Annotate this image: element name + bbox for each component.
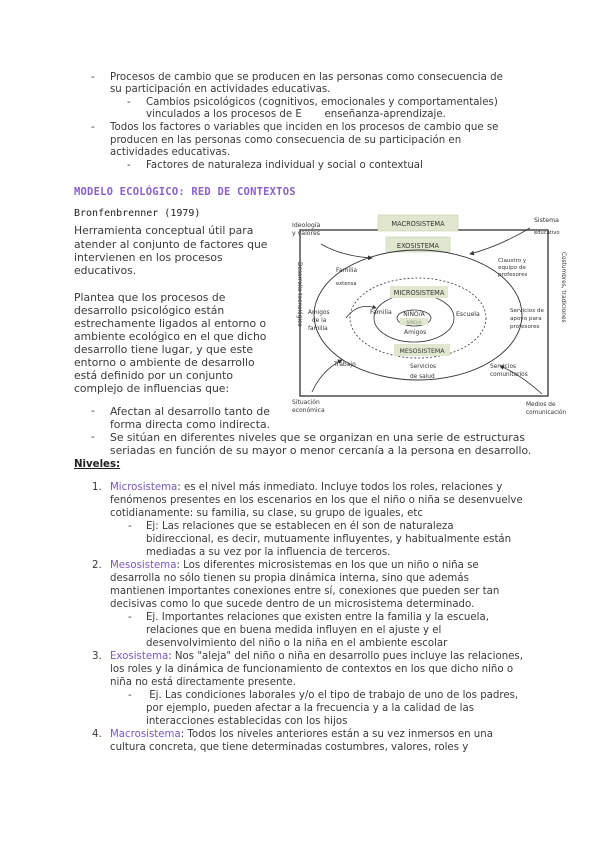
text-line xyxy=(110,651,523,664)
text-line: vinculados a los procesos de E enseñanza-aprendizaje. xyxy=(146,109,446,120)
text-line: desarrollo psicológico están xyxy=(74,304,225,317)
label-amigos-fam-2: de la xyxy=(312,318,327,324)
text-line: ambiente ecológico en el que dicho xyxy=(74,330,267,343)
niveles-heading: Niveles: xyxy=(74,459,121,470)
dash-marker: - xyxy=(91,406,95,417)
exosystem-label: EXOSISTEMA xyxy=(396,242,440,250)
label-servicios-apoyo-2: apoyo para xyxy=(510,316,542,322)
microsystem-label: MICROSISTEMA xyxy=(393,289,445,297)
label-sistema-1: Sistema xyxy=(534,217,559,224)
dash-marker: - xyxy=(128,690,132,701)
label-servicios-salud-1: Servicios xyxy=(410,364,437,370)
label-servicios-com-1: Servicios xyxy=(490,364,517,370)
text-line: forma directa como indirecta. xyxy=(110,418,270,431)
label-familia: Familia xyxy=(370,309,392,316)
text-line: Herramienta conceptual útil para xyxy=(74,224,254,237)
level-text: : Nos "aleja" del niño o niña en desarrollo pues incluye las relaciones, xyxy=(168,651,523,662)
label-situacion-2: económica xyxy=(292,407,325,414)
label-escuela: Escuela xyxy=(456,311,480,318)
text-line: bidireccional, es decir, mutuamente influyentes, y habitualmente están xyxy=(146,534,512,545)
dash-marker: - xyxy=(127,97,131,108)
arrow-ideology xyxy=(321,244,372,258)
arrow-media xyxy=(500,366,542,394)
label-amigos-fam-3: familia xyxy=(308,326,328,332)
text-line: entorno o ambiente de desarrollo xyxy=(74,356,255,369)
text-line: seriadas en función de su mayor o menor cercanía a la persona en desarrollo. xyxy=(110,444,532,457)
text-line: Ej. Importantes relaciones que existen entre la familia y la escuela, xyxy=(146,612,489,623)
text-line: desarrolla no sólo tienen su propia dinámica interna, sino que además xyxy=(110,573,469,584)
section-title: MODELO ECOLÓGICO: RED DE CONTEXTOS xyxy=(74,186,296,198)
author-line: Bronfenbrenner (1979) xyxy=(74,208,201,219)
level-number: 3. xyxy=(92,651,102,662)
text-line: actividades educativas. xyxy=(110,147,231,158)
label-amigos-fam-1: Amigos xyxy=(308,310,330,316)
text-line: desarrollo tiene lugar, y que este xyxy=(74,343,253,356)
text-line: Cambios psicológicos (cognitivos, emocionales y comportamentales) xyxy=(146,97,498,108)
dash-marker: - xyxy=(127,160,131,171)
text-line: educativos. xyxy=(74,264,137,277)
level-term: Exosistema xyxy=(110,651,169,662)
text-line: decisivas como lo que sucede dentro de un microsistema determinado. xyxy=(110,599,475,610)
label-claustro-1: Claustro y xyxy=(498,258,527,264)
level-term: Macrosistema xyxy=(110,729,181,740)
label-servicios-apoyo-1: Servicios de xyxy=(510,308,544,314)
level-number: 1. xyxy=(92,482,102,493)
level-term: Mesosistema xyxy=(110,560,177,571)
label-amigos: Amigos xyxy=(404,329,427,336)
label-costumbres: Costumbres, tradiciones xyxy=(560,252,566,323)
label-situacion-1: Situación xyxy=(292,399,320,406)
label-trabajo: Trabajo xyxy=(334,361,356,368)
text-line: Ej. Las condiciones laborales y/o el tipo de trabajo de uno de los padres, xyxy=(146,690,519,701)
text-line: mantienen importantes conexiones entre sí, conexiones que pueden ser tan xyxy=(110,586,500,597)
child-label: NIÑO/A xyxy=(403,311,425,318)
label-medios-1: Medios de xyxy=(526,402,556,408)
label-familia-ext-1: Familia xyxy=(336,267,358,274)
text-line: Plantea que los procesos de xyxy=(74,291,226,304)
text-line xyxy=(110,560,479,573)
dash-marker: - xyxy=(91,72,95,83)
dash-marker: - xyxy=(128,521,132,532)
level-number: 2. xyxy=(92,560,102,571)
label-claustro-3: profesores xyxy=(498,272,528,278)
level-number: 4. xyxy=(92,729,102,740)
label-servicios-apoyo-3: profesores xyxy=(510,324,540,330)
label-ideologia-2: y valores xyxy=(292,230,321,237)
text-line: fenómenos presentes en los escenarios en los que el niño o niña se desenvuelve xyxy=(110,495,523,506)
text-line: complejo de influencias que: xyxy=(74,382,230,395)
label-servicios-salud-2: de salud xyxy=(410,374,435,380)
text-line: los roles y la dinámica de funcionamiento de contextos en los que dicho niño o xyxy=(110,664,514,675)
level-text: : Todos los niveles anteriores están a su vez inmersos en una xyxy=(180,729,493,740)
text-line: desenvolvimiento del niño o la niña en el ambiente escolar xyxy=(146,638,448,649)
label-desarrollo-tec: Desarrollo tecnológico xyxy=(296,262,302,327)
text-line: producen en las personas como consecuencia de su participación en xyxy=(110,135,462,146)
text-line: por ejemplo, pueden afectar a la frecuencia y a la calidad de las xyxy=(146,703,475,714)
arrow-system xyxy=(470,228,530,254)
text-line: su participación en actividades educativas. xyxy=(110,84,331,95)
text-line: niña no está directamente presente. xyxy=(110,677,296,688)
text-line: Procesos de cambio que se producen en las personas como consecuencia de xyxy=(110,72,503,83)
label-familia-ext-2: extensa xyxy=(336,281,357,287)
level-text: : es el nivel más inmediato. Incluye todos los roles, relaciones y xyxy=(177,482,503,493)
text-line: Todos los factores o variables que inciden en los procesos de cambio que se xyxy=(110,122,499,133)
ecological-model-diagram xyxy=(286,210,584,420)
label-sistema-2: educativo xyxy=(534,230,560,236)
dash-marker: - xyxy=(128,612,132,623)
text-line xyxy=(110,482,502,495)
dash-marker: - xyxy=(91,122,95,133)
text-line: cotidianamente: su familia, su clase, su grupo de iguales, etc xyxy=(110,508,423,519)
macrosystem-label: MACROSISTEMA xyxy=(391,220,445,228)
level-term: Microsistema xyxy=(110,482,178,493)
text-line: intervienen en los procesos xyxy=(74,251,223,264)
mesosystem-label: MESOSISTEMA xyxy=(399,348,445,355)
text-line: Afectan al desarrollo tanto de xyxy=(110,405,270,418)
text-line: interacciones establecidas con los hijos xyxy=(146,716,348,727)
text-line: cultura concreta, que tiene determinadas costumbres, valores, roles y xyxy=(110,742,469,753)
text-line xyxy=(110,729,493,742)
label-ideologia-1: Ideología xyxy=(292,222,321,229)
text-line: está definido por un conjunto xyxy=(74,369,233,382)
text-line: Ej: Las relaciones que se establecen en él son de naturaleza xyxy=(146,521,454,532)
text-line: Se sitúan en diferentes niveles que se organizan en una serie de estructuras xyxy=(110,431,525,444)
text-line: estrechamente ligados al entorno o xyxy=(74,317,267,330)
dash-marker: - xyxy=(91,432,95,443)
label-medios-2: comunicación xyxy=(526,410,567,416)
text-line: relaciones que en buena medida influyen en el ajuste y el xyxy=(146,625,442,636)
label-servicios-com-2: comunitarios xyxy=(490,372,528,378)
text-line: atender al conjunto de factores que xyxy=(74,238,268,251)
label-claustro-2: equipo de xyxy=(498,265,526,271)
text-line: mediadas a su vez por la influencia de terceros. xyxy=(146,547,391,558)
level-text: : Los diferentes microsistemas en los que un niño o niña se xyxy=(176,560,479,571)
text-line: Factores de naturaleza individual y social o contextual xyxy=(146,160,423,171)
child-sub-label: NIÑO/A xyxy=(406,320,422,325)
